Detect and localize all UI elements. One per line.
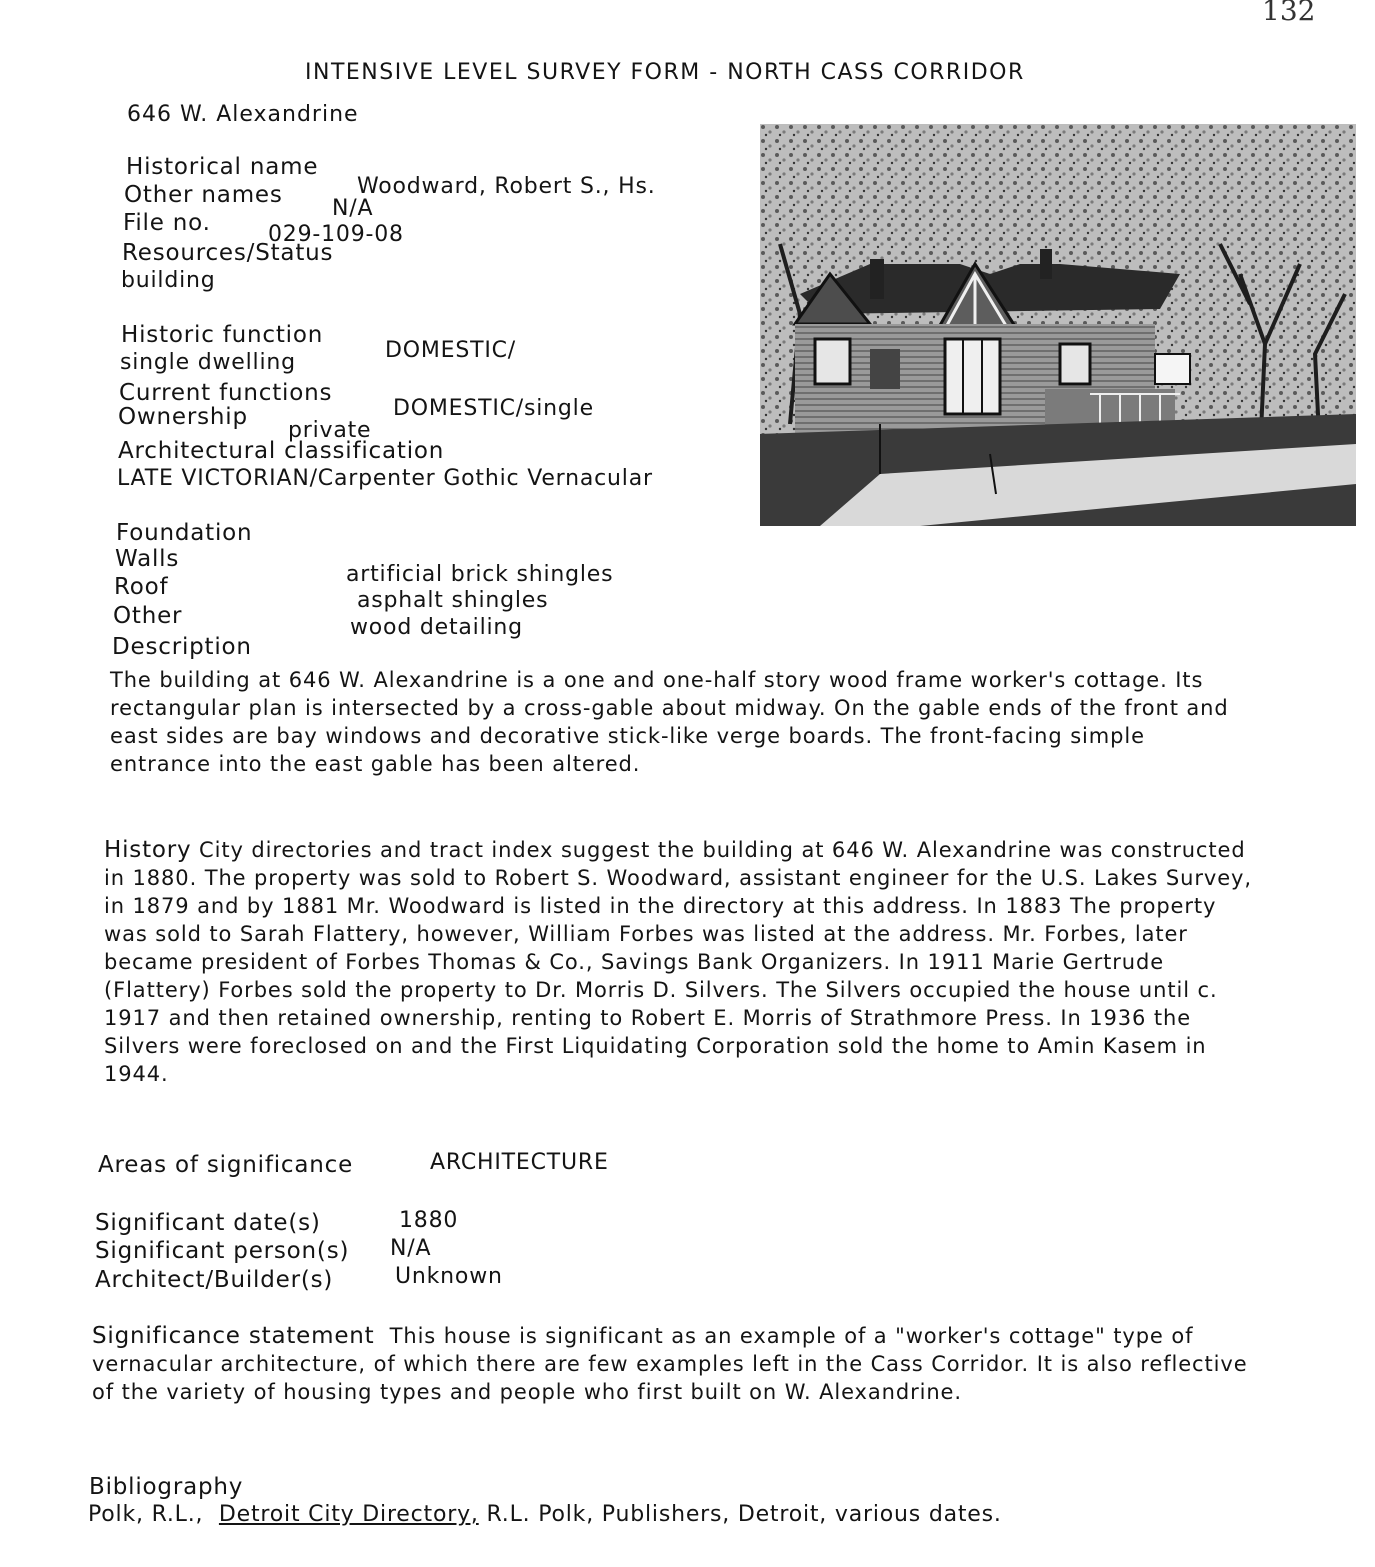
significance-statement-label: Significance statement (92, 1323, 375, 1349)
bibliography-publisher: R.L. Polk, Publishers, Detroit, various dates. (486, 1502, 1002, 1527)
file-no-label: File no. (123, 210, 211, 236)
bibliography-title: Detroit City Directory, (218, 1502, 479, 1527)
other-label: Other (113, 603, 183, 629)
roof-label: Roof (114, 574, 169, 600)
foundation-label: Foundation (116, 520, 253, 546)
significance-statement-block (92, 1322, 1256, 1406)
house-photograph (760, 124, 1356, 526)
significant-dates-label: Significant date(s) (95, 1210, 321, 1236)
file-no-value: 029-109-08 (268, 222, 404, 247)
current-functions-label: Current functions (119, 380, 333, 406)
history-text: City directories and tract index suggest the building at 646 W. Alexandrine was constructed in 1880. The property was sold to Robert S. Woodward, assistant engineer for the U.S. Lakes Survey, in 1879 and by 1881 Mr. Woodward is listed in the directory at this address. In 1883 The property was sold to Sarah Flattery, however, William Forbes was listed at the address. Mr. Forbes, later became president of Forbes Thomas & Co., Savings Bank Organizers. In 1911 Marie Gertrude (Flattery) Forbes sold the property to Dr. Morris D. Silvers. The Silvers occupied the house until c. 1917 and then retained ownership, renting to Robert E. Morris of Strathmore Press. In 1936 the Silvers were foreclosed on and the First Liquidating Corporation sold the home to Amin Kasem in 1944. (104, 838, 1252, 1086)
significant-dates-value: 1880 (399, 1208, 459, 1233)
historical-name-label: Historical name (126, 154, 319, 180)
history-label: History (104, 837, 192, 863)
areas-of-significance-label: Areas of significance (98, 1152, 354, 1178)
historical-name-value: Woodward, Robert S., Hs. (357, 174, 656, 199)
areas-of-significance-value: ARCHITECTURE (430, 1150, 609, 1175)
significant-persons-value: N/A (390, 1236, 432, 1261)
page-number: 132 (1262, 0, 1316, 27)
significant-persons-label: Significant person(s) (95, 1238, 350, 1264)
resources-status-label: Resources/Status (122, 240, 334, 266)
resources-status-value: building (121, 268, 216, 293)
other-names-label: Other names (124, 182, 283, 208)
walls-label: Walls (115, 546, 180, 572)
other-value: wood detailing (350, 615, 523, 640)
current-functions-value: DOMESTIC/single (393, 396, 594, 421)
form-title: INTENSIVE LEVEL SURVEY FORM - NORTH CASS CORRIDOR (305, 60, 1025, 85)
architectural-classification-value: LATE VICTORIAN/Carpenter Gothic Vernacular (117, 466, 653, 491)
historic-function-label: Historic function (121, 322, 324, 348)
ownership-value: private (288, 418, 372, 443)
ownership-label: Ownership (118, 404, 248, 430)
architect-builder-value: Unknown (395, 1264, 503, 1289)
bibliography-author: Polk, R.L., (88, 1502, 204, 1527)
property-address: 646 W. Alexandrine (127, 102, 359, 127)
description-label: Description (112, 634, 252, 660)
bibliography-entry (88, 1502, 1002, 1527)
bibliography-label: Bibliography (89, 1474, 244, 1500)
walls-value: artificial brick shingles (346, 562, 614, 587)
roof-value: asphalt shingles (357, 588, 549, 613)
significance-statement-text: This house is significant as an example of a "worker's cottage" type of vernacular architecture, of which there are few examples left in the Cass Corridor. It is also reflective of the variety of housing types and people who first built on W. Alexandrine. (92, 1324, 1248, 1404)
history-block (104, 836, 1256, 1088)
historic-function-value-cont: single dwelling (120, 350, 296, 375)
house-illustration (760, 124, 1356, 526)
description-text: The building at 646 W. Alexandrine is a one and one-half story wood frame worker's cottage. Its rectangular plan is intersected by a cross-gable about midway. On the gable ends of the front and east sides are bay windows and decorative stick-like verge boards. The front-facing simple entrance into the east gable has been altered. (110, 668, 1229, 776)
architect-builder-label: Architect/Builder(s) (95, 1267, 334, 1293)
architectural-classification-label: Architectural classification (118, 438, 445, 464)
historic-function-value: DOMESTIC/ (385, 338, 517, 363)
other-names-value: N/A (332, 196, 374, 221)
